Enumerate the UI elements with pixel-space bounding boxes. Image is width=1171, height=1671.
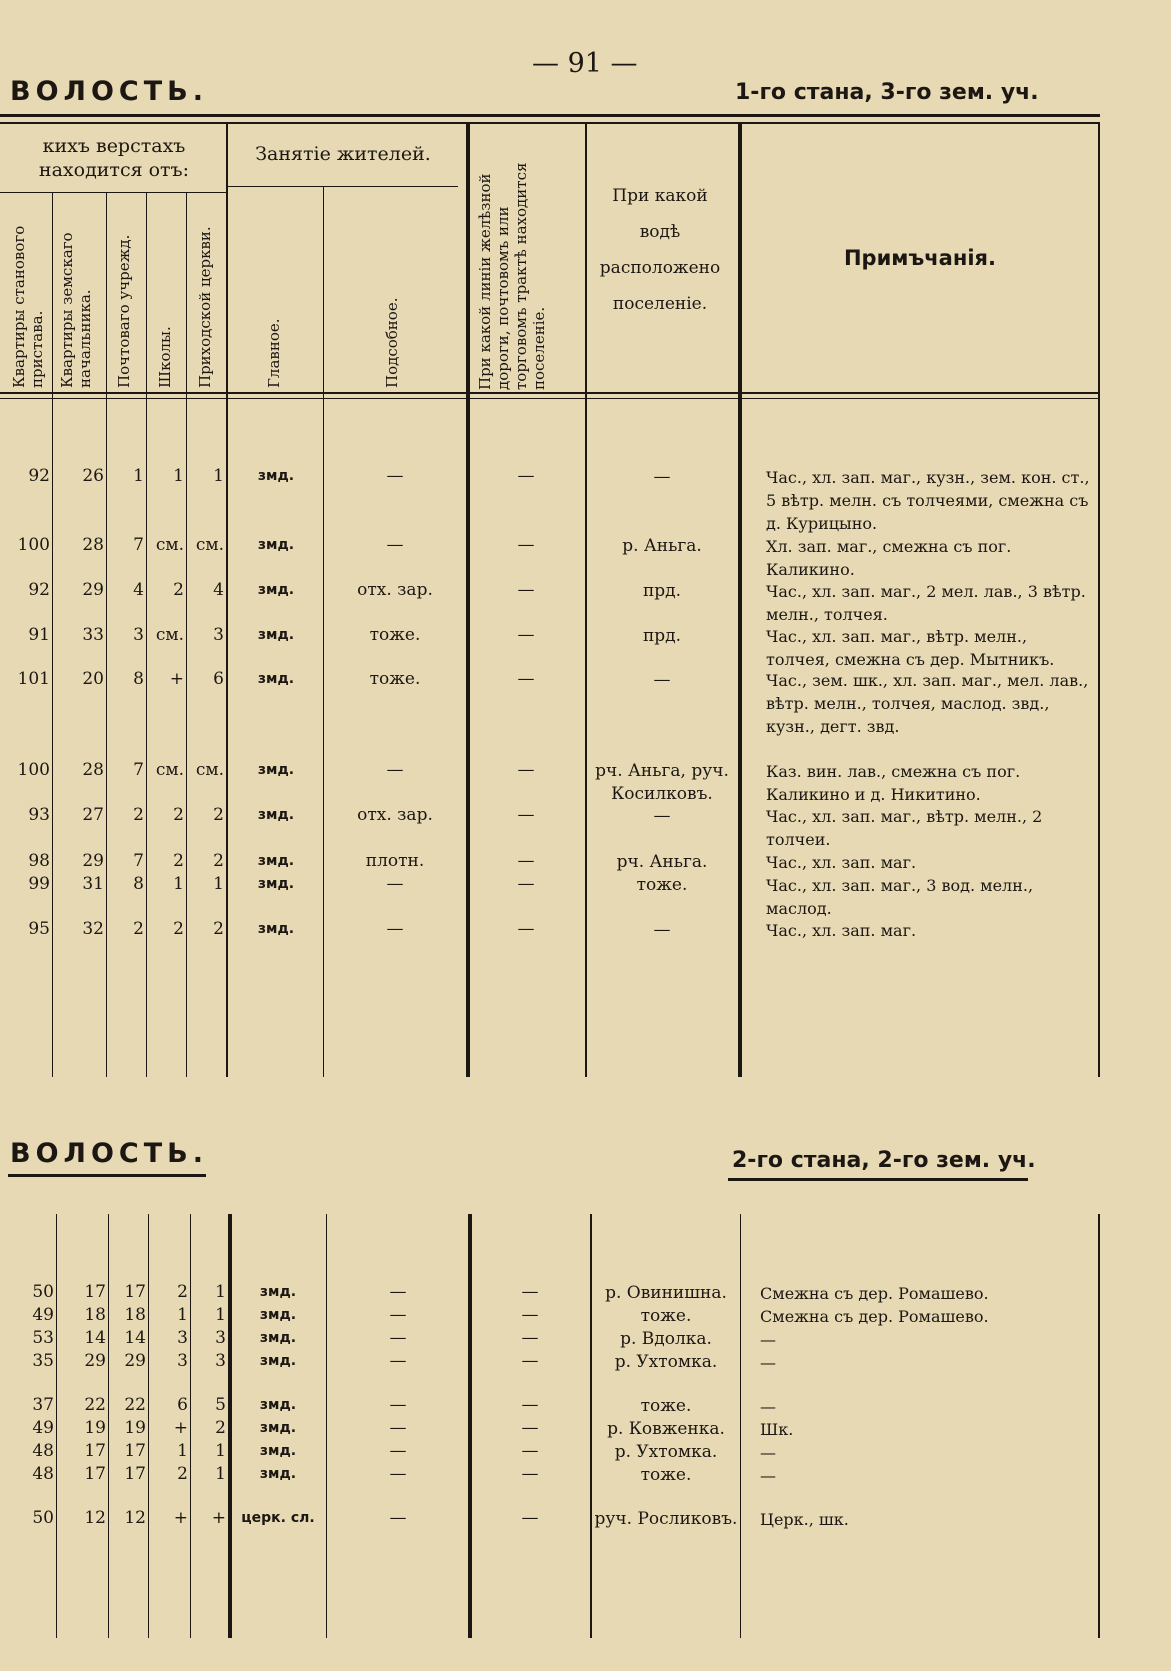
- cell-main-occupation: змд.: [259, 1466, 297, 1482]
- cell-main-occupation: змд.: [257, 627, 295, 643]
- vline: [190, 1214, 191, 1638]
- cell-railway: —: [521, 1351, 539, 1371]
- cell-zemsk-distance: 12: [84, 1508, 106, 1528]
- cell-church-distance: +: [211, 1508, 226, 1528]
- cell-school-distance: 1: [173, 466, 184, 486]
- cell-railway: —: [521, 1305, 539, 1325]
- cell-main-occupation: змд.: [259, 1443, 297, 1459]
- cell-secondary-occupation: —: [389, 1418, 407, 1438]
- cell-main-occupation: змд.: [257, 807, 295, 823]
- cell-railway: —: [517, 669, 535, 689]
- cell-post-distance: 4: [133, 580, 144, 600]
- cell-railway: —: [517, 535, 535, 555]
- cell-note: —: [760, 1330, 776, 1349]
- stan-underline: [728, 1178, 1028, 1181]
- cell-church-distance: 1: [213, 874, 224, 894]
- vline: [56, 1214, 57, 1638]
- cell-water: р. Вдолка.: [620, 1329, 712, 1349]
- cell-church-distance: 1: [215, 1441, 226, 1461]
- vline: [108, 1214, 109, 1638]
- cell-stan-distance: 101: [17, 669, 50, 689]
- cell-main-occupation: змд.: [259, 1420, 297, 1436]
- cell-post-distance: 3: [133, 625, 144, 645]
- cell-church-distance: 4: [213, 580, 224, 600]
- cell-post-distance: 17: [124, 1282, 146, 1302]
- cell-post-distance: 17: [124, 1464, 146, 1484]
- cell-railway: —: [517, 874, 535, 894]
- cell-secondary-occupation: —: [389, 1305, 407, 1325]
- volost-underline: [8, 1174, 206, 1177]
- cell-stan-distance: 50: [32, 1508, 54, 1528]
- cell-post-distance: 14: [124, 1328, 146, 1348]
- cell-main-occupation: змд.: [259, 1307, 297, 1323]
- cell-zemsk-distance: 32: [82, 919, 104, 939]
- occupation-main-header: Главное.: [265, 318, 283, 388]
- distance-sub-header-4: Школы.: [156, 326, 174, 388]
- cell-zemsk-distance: 17: [84, 1282, 106, 1302]
- cell-stan-distance: 92: [28, 580, 50, 600]
- cell-water: р. Аньга.: [622, 536, 702, 556]
- vline: [226, 124, 228, 1077]
- cell-zemsk-distance: 29: [82, 580, 104, 600]
- cell-stan-distance: 100: [17, 760, 50, 780]
- cell-zemsk-distance: 31: [82, 874, 104, 894]
- cell-zemsk-distance: 17: [84, 1464, 106, 1484]
- cell-water: тоже.: [640, 1306, 692, 1326]
- occupation-header: Занятіе жителей.: [255, 143, 431, 165]
- cell-railway: —: [521, 1464, 539, 1484]
- cell-secondary-occupation: тоже.: [369, 669, 421, 689]
- cell-school-distance: 6: [177, 1395, 188, 1415]
- cell-zemsk-distance: 14: [84, 1328, 106, 1348]
- cell-main-occupation: змд.: [257, 468, 295, 484]
- cell-note: Час., хл. зап. маг., вѣтр. мелн., 2 толчеи.: [766, 807, 1043, 849]
- vline: [148, 1214, 149, 1638]
- cell-post-distance: 7: [133, 851, 144, 871]
- railway-header: При какой линіи желѣзной дороги, почтовомъ или торговомъ трактѣ находится поселеніе.: [476, 162, 548, 390]
- cell-secondary-occupation: отх. зар.: [357, 805, 433, 825]
- distance-sub-header-3: Почтоваго учрежд.: [115, 234, 133, 388]
- cell-water: руч. Росликовъ.: [594, 1509, 738, 1529]
- cell-school-distance: 2: [173, 919, 184, 939]
- cell-stan-distance: 37: [32, 1395, 54, 1415]
- cell-note: Хл. зап. маг., смежна съ пог. Каликино.: [766, 537, 1012, 579]
- vline: [1098, 124, 1100, 1077]
- cell-water: р. Овинишна.: [605, 1283, 727, 1303]
- page-number: — 91 —: [532, 48, 638, 79]
- cell-note: Час., зем. шк., хл. зап. маг., мел. лав., вѣтр. мелн., толчея, маслод. звд., кузн., дегт. звд.: [766, 671, 1089, 736]
- cell-post-distance: 29: [124, 1351, 146, 1371]
- cell-secondary-occupation: —: [389, 1508, 407, 1528]
- cell-secondary-occupation: —: [386, 919, 404, 939]
- notes-header: Примъчанія.: [843, 246, 997, 270]
- cell-school-distance: +: [173, 1508, 188, 1528]
- vline: [590, 1214, 592, 1638]
- cell-school-distance: 2: [173, 851, 184, 871]
- cell-water: тоже.: [640, 1396, 692, 1416]
- cell-secondary-occupation: —: [389, 1282, 407, 1302]
- cell-note: Час., хл. зап. маг., 2 мел. лав., 3 вѣтр. мелн., толчея.: [766, 582, 1086, 624]
- cell-secondary-occupation: плотн.: [365, 851, 425, 871]
- cell-stan-distance: 35: [32, 1351, 54, 1371]
- cell-railway: —: [521, 1441, 539, 1461]
- header-bottom-rule-2: [0, 398, 1100, 399]
- cell-stan-distance: 99: [28, 874, 50, 894]
- cell-water: —: [653, 920, 671, 940]
- cell-stan-distance: 49: [32, 1418, 54, 1438]
- cell-zemsk-distance: 33: [82, 625, 104, 645]
- cell-zemsk-distance: 19: [84, 1418, 106, 1438]
- cell-school-distance: 2: [177, 1464, 188, 1484]
- cell-stan-distance: 100: [17, 535, 50, 555]
- cell-zemsk-distance: 17: [84, 1441, 106, 1461]
- cell-note: Церк., шк.: [760, 1510, 849, 1529]
- cell-water: р. Ухтомка.: [614, 1442, 718, 1462]
- cell-stan-distance: 53: [32, 1328, 54, 1348]
- cell-church-distance: 2: [213, 805, 224, 825]
- cell-church-distance: 2: [213, 919, 224, 939]
- cell-secondary-occupation: —: [386, 760, 404, 780]
- distance-sub-header-2: Квартиры земскаго начальника.: [58, 232, 94, 388]
- vline: [738, 124, 742, 1077]
- vline: [106, 192, 107, 1077]
- cell-water: р. Ковженка.: [607, 1419, 725, 1439]
- cell-church-distance: 2: [213, 851, 224, 871]
- vline: [323, 186, 324, 1077]
- cell-note: Смежна съ дер. Ромашево.: [760, 1307, 989, 1326]
- vline: [52, 192, 53, 1077]
- cell-post-distance: 17: [124, 1441, 146, 1461]
- cell-zemsk-distance: 27: [82, 805, 104, 825]
- header-bottom-rule: [0, 392, 1100, 394]
- cell-main-occupation: змд.: [257, 582, 295, 598]
- cell-church-distance: см.: [195, 760, 224, 780]
- cell-church-distance: 3: [215, 1328, 226, 1348]
- cell-water: прд.: [642, 626, 682, 646]
- occupation-secondary-header: Подсобное.: [383, 297, 401, 388]
- distance-header-bottom: находится отъ:: [38, 159, 190, 181]
- cell-railway: —: [517, 805, 535, 825]
- cell-water: —: [653, 806, 671, 826]
- cell-secondary-occupation: —: [389, 1464, 407, 1484]
- cell-post-distance: 8: [133, 874, 144, 894]
- cell-church-distance: 1: [215, 1282, 226, 1302]
- cell-railway: —: [521, 1282, 539, 1302]
- cell-railway: —: [517, 625, 535, 645]
- cell-secondary-occupation: тоже.: [369, 625, 421, 645]
- cell-zemsk-distance: 26: [82, 466, 104, 486]
- cell-secondary-occupation: —: [389, 1395, 407, 1415]
- cell-water: прд.: [642, 581, 682, 601]
- cell-note: Час., хл. зап. маг., вѣтр. мелн., толчея, смежна съ дер. Мытникъ.: [766, 627, 1055, 669]
- cell-water: —: [653, 670, 671, 690]
- cell-note: —: [760, 1443, 776, 1462]
- cell-post-distance: 7: [133, 760, 144, 780]
- cell-secondary-occupation: отх. зар.: [357, 580, 433, 600]
- cell-railway: —: [517, 580, 535, 600]
- cell-note: Шк.: [760, 1420, 794, 1439]
- top-rule-1: [0, 114, 1100, 117]
- cell-main-occupation: змд.: [257, 762, 295, 778]
- cell-secondary-occupation: —: [386, 874, 404, 894]
- cell-main-occupation: змд.: [259, 1397, 297, 1413]
- cell-railway: —: [517, 760, 535, 780]
- cell-railway: —: [521, 1508, 539, 1528]
- cell-church-distance: 5: [215, 1395, 226, 1415]
- cell-main-occupation: змд.: [257, 671, 295, 687]
- cell-school-distance: 3: [177, 1328, 188, 1348]
- cell-note: Смежна съ дер. Ромашево.: [760, 1284, 989, 1303]
- vline: [326, 1214, 327, 1638]
- cell-post-distance: 22: [124, 1395, 146, 1415]
- cell-school-distance: см.: [155, 625, 184, 645]
- cell-zemsk-distance: 29: [82, 851, 104, 871]
- cell-stan-distance: 48: [32, 1464, 54, 1484]
- cell-water: тоже.: [640, 1465, 692, 1485]
- cell-church-distance: 3: [213, 625, 224, 645]
- stan-heading-top: 1-го стана, 3-го зем. уч.: [735, 80, 1039, 105]
- cell-stan-distance: 92: [28, 466, 50, 486]
- cell-water: р. Ухтомка.: [614, 1352, 718, 1372]
- water-header: При какой водѣ расположено поселеніе.: [599, 186, 721, 314]
- cell-note: —: [760, 1353, 776, 1372]
- cell-school-distance: 1: [177, 1441, 188, 1461]
- cell-railway: —: [517, 466, 535, 486]
- cell-post-distance: 8: [133, 669, 144, 689]
- cell-water: —: [653, 467, 671, 487]
- cell-secondary-occupation: —: [386, 466, 404, 486]
- vline: [1098, 1214, 1100, 1638]
- cell-stan-distance: 93: [28, 805, 50, 825]
- cell-secondary-occupation: —: [389, 1441, 407, 1461]
- cell-church-distance: 3: [215, 1351, 226, 1371]
- occupation-subrule: [228, 186, 458, 187]
- cell-water: рч. Аньга.: [616, 852, 708, 872]
- cell-water: рч. Аньга, руч. Косилковъ.: [595, 761, 729, 804]
- cell-secondary-occupation: —: [386, 535, 404, 555]
- cell-note: Каз. вин. лав., смежна съ пог. Каликино и д. Никитино.: [766, 762, 1021, 804]
- cell-church-distance: 2: [215, 1418, 226, 1438]
- cell-post-distance: 19: [124, 1418, 146, 1438]
- cell-post-distance: 12: [124, 1508, 146, 1528]
- cell-railway: —: [517, 851, 535, 871]
- volost-heading-bottom: ВОЛОСТЬ.: [10, 1138, 208, 1169]
- cell-note: Час., хл. зап. маг.: [766, 853, 917, 872]
- distance-subrule: [0, 192, 226, 193]
- top-rule-2: [0, 122, 1100, 124]
- cell-stan-distance: 50: [32, 1282, 54, 1302]
- cell-zemsk-distance: 22: [84, 1395, 106, 1415]
- volost-heading-top: ВОЛОСТЬ.: [10, 76, 208, 107]
- cell-railway: —: [521, 1328, 539, 1348]
- cell-railway: —: [521, 1418, 539, 1438]
- cell-stan-distance: 48: [32, 1441, 54, 1461]
- cell-school-distance: 2: [173, 580, 184, 600]
- cell-church-distance: 1: [215, 1305, 226, 1325]
- cell-note: Час., хл. зап. маг.: [766, 921, 917, 940]
- cell-secondary-occupation: —: [389, 1328, 407, 1348]
- cell-main-occupation: змд.: [259, 1330, 297, 1346]
- cell-main-occupation: змд.: [259, 1353, 297, 1369]
- cell-note: Час., хл. зап. маг., кузн., зем. кон. ст., 5 вѣтр. мелн. съ толчеями, смежна съ д. Курицыно.: [766, 468, 1090, 533]
- cell-zemsk-distance: 28: [82, 760, 104, 780]
- cell-note: —: [760, 1466, 776, 1485]
- cell-zemsk-distance: 29: [84, 1351, 106, 1371]
- cell-stan-distance: 95: [28, 919, 50, 939]
- cell-zemsk-distance: 20: [82, 669, 104, 689]
- cell-church-distance: см.: [195, 535, 224, 555]
- cell-school-distance: 3: [177, 1351, 188, 1371]
- cell-main-occupation: змд.: [257, 537, 295, 553]
- cell-school-distance: 1: [173, 874, 184, 894]
- cell-school-distance: +: [169, 669, 184, 689]
- cell-stan-distance: 98: [28, 851, 50, 871]
- cell-church-distance: 1: [213, 466, 224, 486]
- cell-zemsk-distance: 28: [82, 535, 104, 555]
- cell-school-distance: 2: [177, 1282, 188, 1302]
- cell-church-distance: 6: [213, 669, 224, 689]
- cell-note: —: [760, 1397, 776, 1416]
- cell-stan-distance: 91: [28, 625, 50, 645]
- cell-water: тоже.: [636, 875, 688, 895]
- cell-church-distance: 1: [215, 1464, 226, 1484]
- cell-stan-distance: 49: [32, 1305, 54, 1325]
- distance-sub-header-1: Квартиры станового пристава.: [10, 225, 46, 388]
- cell-post-distance: 2: [133, 919, 144, 939]
- cell-main-occupation: змд.: [257, 921, 295, 937]
- vline: [186, 192, 187, 1077]
- cell-school-distance: 2: [173, 805, 184, 825]
- distance-sub-header-5: Приходской церкви.: [196, 226, 214, 388]
- cell-school-distance: 1: [177, 1305, 188, 1325]
- distance-header-top: кихъ верстахъ: [42, 135, 186, 157]
- cell-post-distance: 7: [133, 535, 144, 555]
- cell-secondary-occupation: —: [389, 1351, 407, 1371]
- cell-zemsk-distance: 18: [84, 1305, 106, 1325]
- cell-school-distance: см.: [155, 535, 184, 555]
- cell-main-occupation: змд.: [257, 876, 295, 892]
- cell-post-distance: 18: [124, 1305, 146, 1325]
- cell-main-occupation: змд.: [259, 1284, 297, 1300]
- cell-main-occupation: змд.: [257, 853, 295, 869]
- cell-post-distance: 2: [133, 805, 144, 825]
- cell-school-distance: см.: [155, 760, 184, 780]
- vline: [585, 124, 587, 1077]
- cell-school-distance: +: [173, 1418, 188, 1438]
- cell-railway: —: [521, 1395, 539, 1415]
- cell-note: Час., хл. зап. маг., 3 вод. мелн., маслод.: [766, 876, 1034, 918]
- cell-main-occupation: церк. сл.: [241, 1510, 315, 1526]
- vline: [146, 192, 147, 1077]
- stan-heading-bottom: 2-го стана, 2-го зем. уч.: [732, 1148, 1036, 1173]
- cell-post-distance: 1: [133, 466, 144, 486]
- cell-railway: —: [517, 919, 535, 939]
- vline: [740, 1214, 741, 1638]
